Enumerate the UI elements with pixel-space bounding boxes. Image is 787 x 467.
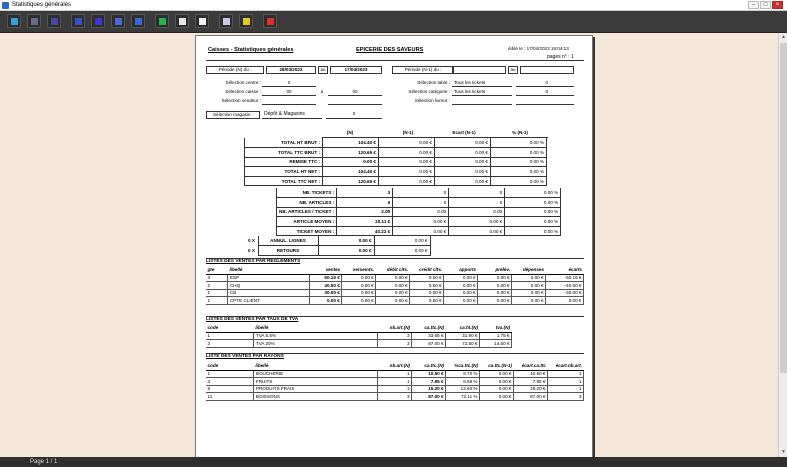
table-cell: 0.00 € — [342, 297, 376, 305]
totals-value-ecart: 0 — [449, 198, 505, 208]
totals-label: TOTAL TTC BRUT : — [245, 148, 323, 158]
totals-value-n1: 0.00 € — [393, 217, 449, 227]
totals-qty: 0 X — [248, 247, 255, 253]
table-cell: 0.00 € — [480, 378, 514, 386]
periode-n-label: Période (N) du : — [206, 66, 264, 74]
table-cell: 0.00 € — [478, 274, 512, 282]
print-icon — [179, 18, 186, 25]
column-header: ca.ht.(N) — [446, 324, 480, 332]
table-cell: 0.00 € — [480, 370, 514, 378]
column-header: nb.art.(N) — [378, 362, 412, 370]
totals-row — [277, 207, 561, 217]
reglements-table — [206, 266, 584, 305]
totals-row — [245, 167, 547, 177]
table-cell: 0.00 € — [546, 297, 584, 305]
sel-caisse-a: à — [320, 89, 324, 94]
title-bar — [0, 0, 787, 11]
table-cell: 6.59 % — [446, 378, 480, 386]
table-cell: 1 — [547, 385, 583, 393]
table-cell: 40.50 € — [310, 282, 342, 290]
sel-centre-value: 0 — [262, 80, 316, 87]
table-cell: 33.65 € — [412, 332, 446, 340]
reglements-section-title: LISTES DES VENTES PAR REGLEMENTS — [206, 259, 301, 264]
report-title: Caisses - Statistiques générales — [208, 47, 294, 53]
table-cell: 0.00 € — [512, 282, 546, 290]
sel-magasin-value: Dépôt & Magasins — [262, 111, 322, 119]
table-cell: 50.15 € — [310, 274, 342, 282]
table-cell: 2 — [206, 282, 228, 290]
totals-value-n: 104.40 € — [323, 138, 379, 148]
table-cell: 0.00 € — [512, 274, 546, 282]
table-cell: 7.95 € — [513, 378, 547, 386]
totals-value-n: 20.11 € — [337, 217, 393, 227]
table-row — [206, 393, 584, 401]
table-cell: 11 — [206, 393, 254, 401]
table-row — [206, 274, 584, 282]
table-cell: 14.50 € — [479, 340, 511, 348]
table-row — [206, 282, 584, 290]
totals-value-pct: 0.00 % — [505, 217, 561, 227]
tva-section-title: LISTES DES VENTES PAR TAUX DE TVA — [206, 317, 299, 322]
next-button[interactable] — [111, 14, 125, 28]
totals-value-n1: 0.00 € — [393, 226, 449, 236]
table-cell: 72.50 € — [446, 340, 480, 348]
table-cell: 15.20 € — [412, 385, 446, 393]
totals-value-pct: 0.00 % — [505, 226, 561, 236]
previous-button[interactable] — [91, 14, 105, 28]
app-icon — [2, 2, 9, 9]
table-cell: 72.11 % — [446, 393, 480, 401]
table-cell: PRODUITS FRAIS — [254, 385, 378, 393]
table-cell: 1 — [378, 378, 412, 386]
table-cell: -50.15 € — [546, 274, 584, 282]
column-header: écarts — [546, 266, 584, 274]
col-n-header: (N) — [346, 130, 354, 135]
totals-row — [277, 217, 561, 227]
sel-table-value: Tous les tickets — [452, 80, 512, 87]
col-pct-header: % (N-1) — [512, 130, 528, 135]
sel-vendeur-label: Sélection vendeur : — [221, 98, 261, 103]
export-button[interactable] — [155, 14, 169, 28]
sel-livreur-label: Sélection livreur : — [414, 98, 450, 103]
table-cell: 3 — [547, 393, 583, 401]
table-cell: 0.00 € — [410, 289, 444, 297]
totals-row — [246, 246, 430, 256]
table-row — [206, 289, 584, 297]
grid-view-icon — [31, 18, 38, 25]
table-cell: 1 — [206, 370, 254, 378]
grid-view-alt-button[interactable] — [47, 14, 61, 28]
totals-qty: 0 X — [248, 238, 255, 244]
totals-label: NB. ARTICLES / TICKET : — [277, 207, 337, 217]
table-cell: 0.00 € — [444, 297, 478, 305]
sel-magasin-num: 0 — [326, 111, 382, 119]
table-cell: 1 — [547, 378, 583, 386]
sel-centre-label: Sélection centre : — [225, 80, 261, 85]
table-cell: 0.00 € — [310, 297, 342, 305]
au-label: au — [318, 66, 328, 74]
table-cell: CB — [228, 289, 310, 297]
totals-value-n: 40.22 € — [337, 226, 393, 236]
table-cell: 0.00 € — [444, 289, 478, 297]
col-n1-header: (N-1) — [402, 130, 414, 135]
totals-table-2 — [276, 188, 561, 236]
table-cell: 0.00 € — [342, 289, 376, 297]
column-header: versemts. — [342, 266, 376, 274]
column-header: dépenses — [512, 266, 546, 274]
totals-label: REMISE TTC : — [245, 157, 323, 167]
grid-view-alt-icon — [51, 18, 58, 25]
table-cell: 3 — [378, 332, 412, 340]
edited-date: édité le : 17/04/2023 16:04:13 — [508, 46, 569, 51]
close-button[interactable]: × — [772, 1, 783, 9]
column-header: ca.ttc.(N-1) — [480, 362, 514, 370]
vertical-scrollbar[interactable] — [778, 33, 787, 457]
table-cell: 0.00 € — [410, 282, 444, 290]
totals-value-n: 0.00 € — [318, 246, 374, 256]
table-cell: 0.00 € — [376, 297, 410, 305]
totals-value-ecart: 0.00 € — [449, 217, 505, 227]
column-header: écart.nb.art. — [547, 362, 583, 370]
table-cell: 0.00 € — [480, 393, 514, 401]
totals-label: NB. TICKETS : — [277, 188, 337, 198]
totals-row — [277, 188, 561, 198]
maximize-button[interactable]: □ — [760, 1, 771, 9]
totals-label: NB. ARTICLES : — [277, 198, 337, 208]
window-title: Statistiques générales — [12, 2, 72, 8]
table-cell: 1 — [206, 297, 228, 305]
table-cell: 7.95 € — [412, 378, 446, 386]
table-cell: 0.00 € — [410, 274, 444, 282]
sel-livreur-value-2 — [516, 98, 574, 105]
page-number: pages n° : 1 — [547, 54, 574, 60]
totals-value-n1: 0.00 € — [379, 138, 435, 148]
totals-value-n: 2.00 — [337, 207, 393, 217]
totals-value-n1: 0 — [393, 188, 449, 198]
film-strip-button[interactable] — [71, 14, 85, 28]
table-cell: 0.00 € — [376, 289, 410, 297]
column-header: code — [206, 324, 254, 332]
table-cell: 87.00 € — [513, 393, 547, 401]
totals-value-n: 0.00 € — [323, 157, 379, 167]
totals-value-n: 104.40 € — [323, 167, 379, 177]
totals-value-n: 3 — [337, 188, 393, 198]
table-cell: 12.60 % — [446, 385, 480, 393]
totals-value-n1: 0.00 € — [379, 167, 435, 177]
totals-value-n1: 0.00 — [393, 207, 449, 217]
periode-n1-to — [520, 66, 574, 74]
table-cell: 0.00 € — [376, 282, 410, 290]
totals-label: TOTAL HT NET : — [245, 167, 323, 177]
company-name: EPICERIE DES SAVEURS — [356, 47, 424, 53]
column-header: ca.ttc.(N) — [412, 324, 446, 332]
table-cell: 87.00 € — [412, 340, 446, 348]
column-header: libellé — [254, 362, 378, 370]
sel-table-label: Sélection table : — [417, 80, 450, 85]
table-cell: 0.00 € — [478, 289, 512, 297]
table-row — [206, 297, 584, 305]
totals-value-ecart: 0 — [449, 188, 505, 198]
table-cell: 0.00 € — [444, 274, 478, 282]
totals-value-ecart: 0.00 € — [435, 148, 491, 158]
table-row — [206, 385, 584, 393]
table-cell: 1 — [378, 385, 412, 393]
table-cell: 0.00 € — [478, 297, 512, 305]
table-cell: 0.00 € — [342, 282, 376, 290]
sel-livreur-value — [452, 98, 512, 105]
totals-row — [245, 176, 547, 186]
table-cell: 0.00 € — [512, 297, 546, 305]
sel-caisse-to: 00 — [328, 89, 382, 96]
totals-value-pct: 0.00 % — [505, 188, 561, 198]
column-header: écart.ca.ttc — [513, 362, 547, 370]
totals-label: ANNUL. LIGNES — [258, 236, 318, 246]
sel-vendeur-value-2 — [328, 98, 382, 105]
totals-label: TOTAL TTC NET : — [245, 176, 323, 186]
col-ecart-header: Ecart (N-1) — [452, 130, 476, 135]
table-cell: 0.00 € — [478, 282, 512, 290]
table-cell: 3 — [206, 340, 254, 348]
totals-value-n: 120.65 € — [323, 148, 379, 158]
au-label-2: au — [508, 66, 518, 74]
table-cell: 87.00 € — [412, 393, 446, 401]
save-icon — [223, 18, 230, 25]
email-icon — [199, 18, 206, 25]
film-strip-icon — [75, 18, 82, 25]
column-header: libellé — [228, 266, 310, 274]
totals-table-3 — [246, 236, 431, 256]
column-header: ventes — [310, 266, 342, 274]
table-cell: 0.00 € — [376, 274, 410, 282]
table-cell: 8.70 % — [446, 370, 480, 378]
status-bar — [0, 457, 787, 467]
previous-icon — [95, 18, 102, 25]
grid-view-button[interactable] — [27, 14, 41, 28]
table-cell: 1 — [206, 289, 228, 297]
sel-caisse-from: 00 — [262, 89, 316, 96]
totals-value-ecart: 0.00 € — [435, 138, 491, 148]
table-cell: 0.00 € — [512, 289, 546, 297]
last-page-button[interactable] — [131, 14, 145, 28]
totals-value-n1: 0 — [393, 198, 449, 208]
totals-value-pct: 0.00 % — [491, 148, 547, 158]
totals-value-ecart: 0.00 € — [449, 226, 505, 236]
column-header: code — [206, 362, 254, 370]
table-cell: 3 — [206, 274, 228, 282]
table-cell: BOISSONS — [254, 393, 378, 401]
totals-label: TOTAL HT BRUT : — [245, 138, 323, 148]
table-cell: 1 — [206, 332, 254, 340]
column-header: libellé — [254, 324, 378, 332]
column-header: %ca.ttc.(N) — [446, 362, 480, 370]
toolbar — [0, 11, 787, 33]
totals-value-n1: 0.00 € — [379, 157, 435, 167]
totals-value-pct: 0.00 % — [491, 176, 547, 186]
sel-caisse-label: Sélection caisse : — [225, 89, 261, 94]
table-cell: CPTE CLIENT — [228, 297, 310, 305]
totals-label: TICKET MOYEN : — [277, 226, 337, 236]
table-cell: TVA 5.5% — [254, 332, 378, 340]
totals-value-n: 6 — [337, 198, 393, 208]
first-page-icon — [11, 18, 18, 25]
table-cell: 10.50 € — [412, 370, 446, 378]
totals-value-ecart: 0.00 € — [435, 167, 491, 177]
totals-value-n1: 0.00 € — [379, 176, 435, 186]
first-page-button[interactable] — [7, 14, 21, 28]
table-cell: TVA 20% — [254, 340, 378, 348]
sel-magasin-label: Sélection magasin : — [206, 111, 260, 119]
column-header: gte — [206, 266, 228, 274]
table-row — [206, 370, 584, 378]
column-header: tva.(N) — [479, 324, 511, 332]
column-header: ca.ttc.(N) — [412, 362, 446, 370]
table-row — [206, 332, 512, 340]
sel-table-num: 0 — [516, 80, 574, 87]
table-cell: 3 — [378, 393, 412, 401]
table-cell: 0.00 € — [480, 385, 514, 393]
exit-button[interactable] — [263, 14, 277, 28]
periode-n-to: 17/04/2023 — [330, 66, 382, 74]
save-button[interactable] — [219, 14, 233, 28]
totals-value-n1: 0.00 € — [379, 148, 435, 158]
column-header: apports — [444, 266, 478, 274]
table-cell: 3 — [206, 378, 254, 386]
totals-value-pct: 0.00 % — [491, 138, 547, 148]
next-icon — [115, 18, 122, 25]
email-button[interactable] — [195, 14, 209, 28]
table-cell: FRUITS — [254, 378, 378, 386]
tva-table — [206, 324, 512, 348]
totals-table-1 — [244, 138, 547, 186]
table-cell: -30.00 € — [546, 289, 584, 297]
table-cell: 0.00 € — [444, 282, 478, 290]
table-cell: 8 — [206, 385, 254, 393]
totals-label: ARTICLE MOYEN : — [277, 217, 337, 227]
exit-icon — [267, 18, 274, 25]
column-header: prélèv. — [478, 266, 512, 274]
totals-value-n: 0.00 € — [318, 236, 374, 246]
totals-value-n: 120.65 € — [323, 176, 379, 186]
periode-n1-label: Période (N-1) du : — [392, 66, 454, 74]
table-cell: 31.90 € — [446, 332, 480, 340]
table-row — [206, 340, 512, 348]
folder-icon — [243, 18, 250, 25]
totals-row — [277, 198, 561, 208]
rayons-section-title: LISTE DES VENTES PAR RAYONS — [206, 354, 284, 359]
table-cell: 30.00 € — [310, 289, 342, 297]
table-cell: 15.20 € — [513, 385, 547, 393]
table-cell: CHQ — [228, 282, 310, 290]
sel-categorie-num: 0 — [516, 89, 574, 96]
totals-row — [246, 236, 430, 246]
periode-n-from: 28/03/2023 — [266, 66, 316, 74]
export-icon — [159, 18, 166, 25]
table-cell: 3 — [378, 340, 412, 348]
table-cell: ESP — [228, 274, 310, 282]
totals-value-pct: 0.00 % — [505, 198, 561, 208]
scroll-down-icon[interactable]: ▼ — [781, 449, 786, 455]
print-button[interactable] — [175, 14, 189, 28]
totals-value-n1: 0.00 € — [374, 236, 430, 246]
table-cell: 10.50 € — [513, 370, 547, 378]
table-cell: 1 — [547, 370, 583, 378]
totals-label: RETOURS — [258, 246, 318, 256]
column-header: crédit clts. — [410, 266, 444, 274]
periode-n1-from — [452, 66, 506, 74]
scroll-thumb[interactable] — [780, 43, 787, 373]
last-page-icon — [135, 18, 142, 25]
minimize-button[interactable]: – — [748, 1, 759, 9]
totals-value-ecart: 0.00 € — [435, 176, 491, 186]
sel-categorie-value: Tous les tickets — [452, 89, 512, 96]
totals-value-n1: 0.00 € — [374, 246, 430, 256]
folder-button[interactable] — [239, 14, 253, 28]
rayons-table — [206, 362, 584, 401]
column-header: débit clts. — [376, 266, 410, 274]
table-row — [206, 378, 584, 386]
table-cell: BOUCHERIE — [254, 370, 378, 378]
totals-row — [245, 138, 547, 148]
table-cell: 1 — [378, 370, 412, 378]
scroll-up-icon[interactable]: ▲ — [781, 34, 786, 40]
totals-row — [277, 226, 561, 236]
column-header: nb.art.(N) — [378, 324, 412, 332]
totals-row — [245, 148, 547, 158]
table-cell: 0.00 € — [342, 274, 376, 282]
totals-value-pct: 0.00 % — [491, 167, 547, 177]
totals-value-ecart: 0.00 — [449, 207, 505, 217]
table-cell: 0.00 € — [410, 297, 444, 305]
totals-value-pct: 0.00 % — [505, 207, 561, 217]
totals-row — [245, 157, 547, 167]
sel-vendeur-value — [262, 98, 316, 105]
totals-value-pct: 0.00 % — [491, 157, 547, 167]
totals-value-ecart: 0.00 € — [435, 157, 491, 167]
table-cell: 1.75 € — [479, 332, 511, 340]
report-page — [195, 35, 593, 460]
table-cell: -40.50 € — [546, 282, 584, 290]
page-indicator: Page 1 / 1 — [30, 459, 58, 465]
sel-categorie-label: Sélection catégorie : — [408, 89, 450, 94]
